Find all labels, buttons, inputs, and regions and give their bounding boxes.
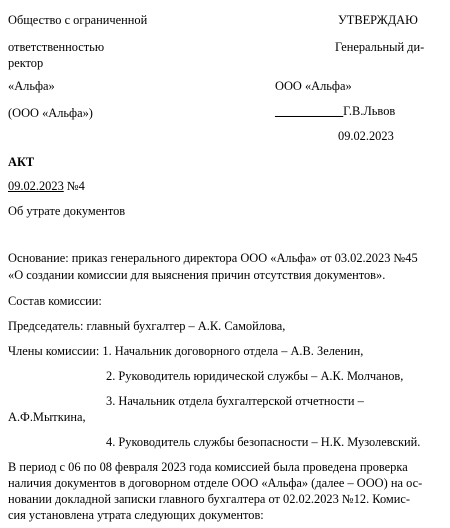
approve-org: ООО «Альфа» [275, 79, 352, 93]
approve-position-part2: ректор [8, 56, 44, 70]
commission-header: Состав комиссии: [8, 294, 102, 308]
act-title: АКТ [8, 155, 35, 169]
approve-date: 09.02.2023 [338, 129, 394, 143]
approve-signature [275, 104, 395, 119]
commission-member-1: Члены комиссии: 1. Начальник договорного отдела – А.В. Зеленин, [8, 344, 364, 358]
act-subject: Об утрате документов [8, 204, 126, 218]
commission-chairman: Председатель: главный бухгалтер – А.К. Самойлова, [8, 319, 286, 333]
act-date: 09.02.2023 [8, 179, 64, 193]
org-short-name: (ООО «Альфа») [8, 106, 93, 120]
commission-member-2: 2. Руководитель юридической службы – А.К. Молчанов, [106, 369, 404, 383]
org-name-line3: «Альфа» [8, 79, 55, 93]
org-name-line2: ответственностью [8, 40, 105, 54]
approve-position-part1: Генеральный ди- [335, 40, 425, 54]
paragraph-line3: новании докладной записки главного бухгалтера от 02.02.2023 №12. Комис- [8, 492, 410, 506]
paragraph-line2: наличия документов в договорном отделе ООО «Альфа» (далее – ООО) на ос- [8, 476, 423, 490]
act-date-number [8, 179, 85, 194]
act-number: №4 [63, 179, 85, 193]
commission-member-3: 3. Начальник отдела бухгалтерской отчетности – [106, 394, 364, 408]
basis-line2: «О создании комиссии для выяснения причин отсутствия документов». [8, 268, 386, 282]
paragraph-line1: В период с 06 по 08 февраля 2023 года комиссией была проведена проверка [8, 460, 408, 474]
commission-member-4: 4. Руководитель службы безопасности – Н.К. Музолевский. [106, 435, 421, 449]
signature-name: Г.В.Львов [343, 104, 396, 118]
commission-member-3-name: А.Ф.Мыткина, [8, 410, 86, 424]
approve-title: УТВЕРЖДАЮ [338, 13, 418, 27]
org-name-line1: Общество с ограниченной [8, 13, 148, 27]
basis-line1: Основание: приказ генерального директора ООО «Альфа» от 03.02.2023 №45 [8, 251, 418, 265]
paragraph-line4: сия установлена утрата следующих документов: [8, 508, 264, 522]
signature-line: ___________ [275, 104, 344, 118]
